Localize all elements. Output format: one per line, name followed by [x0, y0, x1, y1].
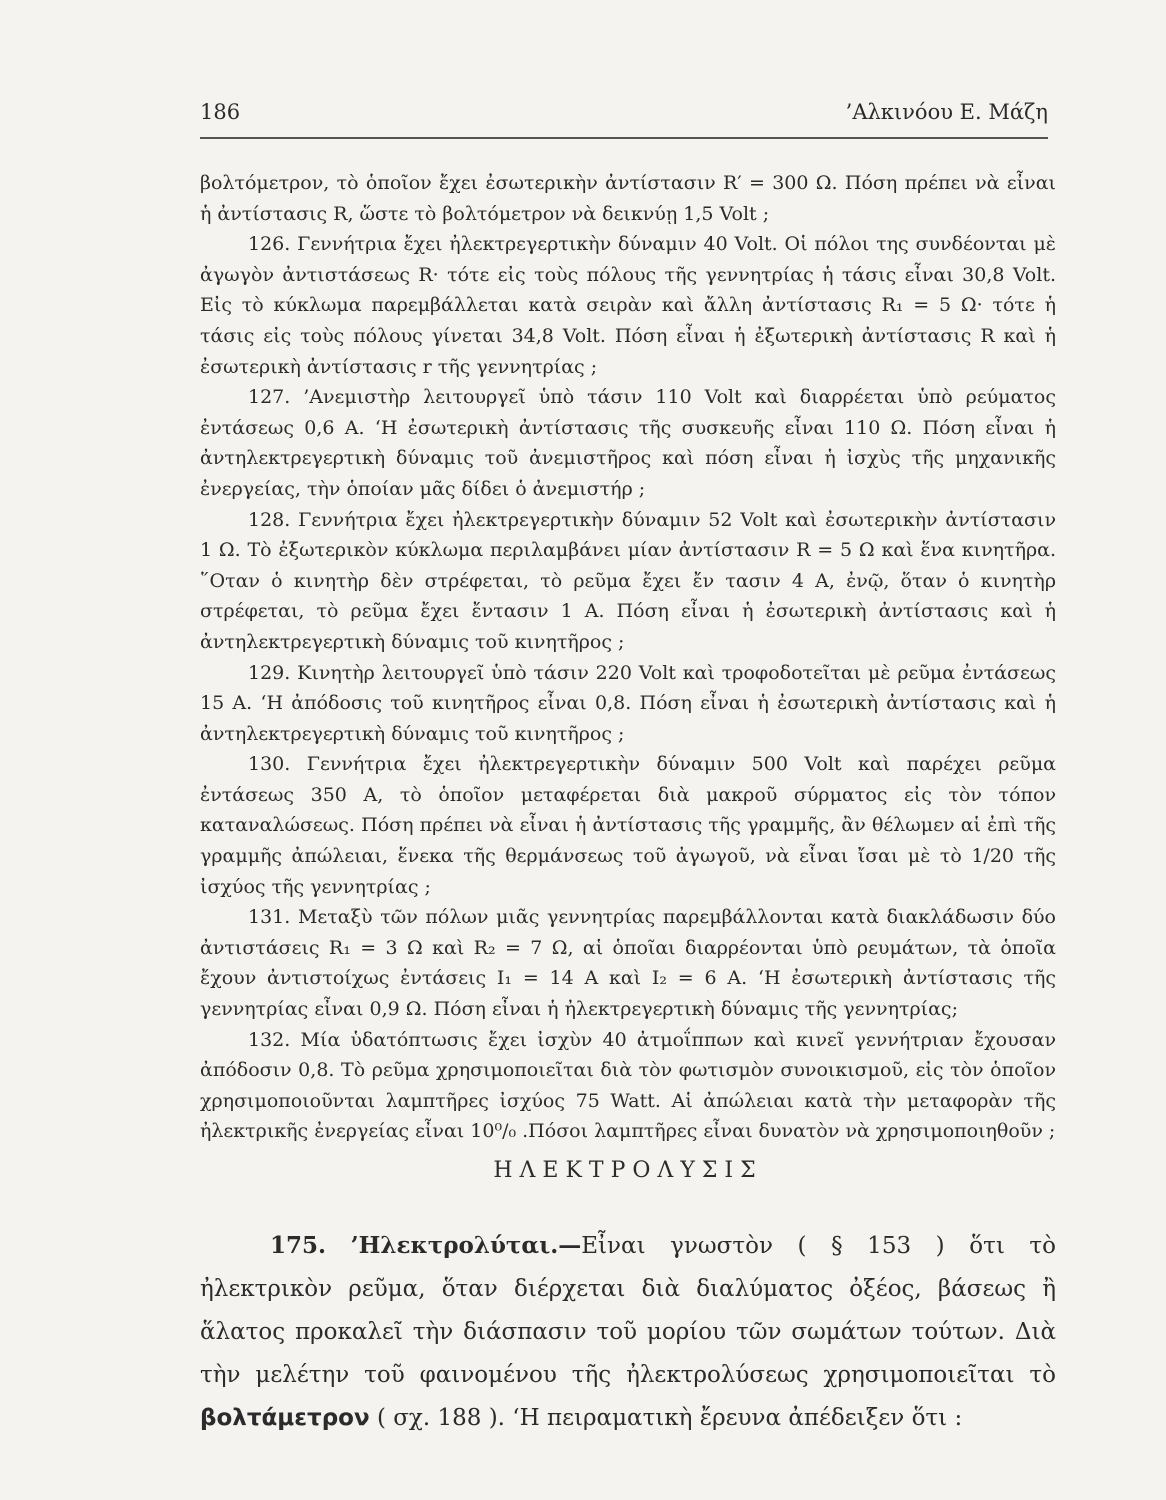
header-rule — [200, 137, 1048, 139]
problem-number: 126. — [248, 233, 291, 256]
running-title: ’Αλκινόου Ε. Μάζη — [845, 100, 1048, 124]
problem-129 — [200, 658, 1056, 750]
problem-number: 129. — [248, 661, 291, 684]
problem-127 — [200, 382, 1056, 504]
page-number: 186 — [200, 100, 241, 124]
problem-132 — [200, 1025, 1056, 1147]
problem-number: 127. — [248, 386, 291, 409]
section-175 — [200, 1224, 1056, 1440]
problem-131 — [200, 902, 1056, 1024]
problem-126 — [200, 229, 1056, 382]
problem-number: 130. — [248, 753, 291, 776]
problems-text — [200, 168, 1056, 1147]
problem-130 — [200, 749, 1056, 902]
problem-text: Μεταξὺ τῶν πόλων μιᾶς γεννητρίας παρεμβάλλονται κατὰ διακλάδωσιν δύο ἀντιστάσεις R₁ = 3 Ω καὶ R₂ = 7 Ω, αἱ ὁποῖαι διαρρέονται ὑπὸ ρευμάτων, τὰ ὁποῖα ἔχουν ἀντιστοίχως ἐντάσεις I₁ = 14 Α καὶ I₂ = 6 Α. ‘Η ἐσωτερικὴ ἀντίστασις τῆς γεννητρίας εἶναι 0,9 Ω. Πόση εἶναι ἡ ἠλεκτρεγερτικὴ δύναμις τῆς γεννητρίας; — [200, 906, 1056, 1021]
problem-text: Γεννήτρια ἔχει ἠλεκτρεγερτικὴν δύναμιν 40 Volt. Οἱ πόλοι της συνδέονται μὲ ἀγωγὸν ἀντιστάσεως R· τότε εἰς τοὺς πόλους τῆς γεννητρίας ἡ τάσις εἶναι 30,8 Volt. Εἰς τὸ κύκλωμα παρεμβάλλεται κατὰ σειρὰν καὶ ἄλλη ἀντίστασις R₁ = 5 Ω· τότε ἡ τάσις εἰς τοὺς πόλους γίνεται 34,8 Volt. Πόση εἶναι ἡ ἐξωτερικὴ ἀντίστασις R καὶ ἡ ἐσωτερικὴ ἀντίστασις r τῆς γεννητρίας ; — [200, 233, 1056, 378]
section-text-before: Εἶναι γνωστὸν ( § 153 ) ὅτι τὸ ἠλεκτρικὸν ρεῦμα, ὅταν διέρχεται διὰ διαλύματος ὀξέος, βάσεως ἢ ἅλατος προκαλεῖ τὴν διάσπασιν τοῦ μορίου τῶν σωμάτων τούτων. Διὰ τὴν μελέτην τοῦ φαινομένου τῆς ἠλεκτρολύσεως χρησιμοποιεῖται τὸ — [200, 1233, 1057, 1388]
section-heading: ΗΛΕΚΤΡΟΛΥΣΙΣ — [493, 1158, 763, 1183]
problem-128 — [200, 505, 1056, 658]
section-paragraph — [200, 1224, 1056, 1440]
bold-term: βολτάμετρον — [200, 1405, 370, 1431]
problem-text: Γεννήτρια ἔχει ἠλεκτρεγερτικὴν δύναμιν 52 Volt καὶ ἐσωτερικὴν ἀντίστασιν 1 Ω. Τὸ ἐξωτερικὸν κύκλωμα περιλαμβάνει μίαν ἀντίστασιν R = 5 Ω καὶ ἕνα κινητῆρα. ῞Οταν ὁ κινητὴρ δὲν στρέφεται, τὸ ρεῦμα ἔχει ἔν τασιν 4 Α, ἐνῷ, ὅταν ὁ κινητὴρ στρέφεται, τὸ ρεῦμα ἔχει ἔντασιν 1 Α. Πόση εἶναι ἡ ἐσωτερικὴ ἀντίστασις καὶ ἡ ἀντηλεκτρεγερτικὴ δύναμις τοῦ κινητῆρος ; — [200, 508, 1056, 653]
section-number: 175. — [270, 1232, 327, 1259]
problem-text: Μία ὑδατόπτωσις ἔχει ἰσχὺν 40 ἀτμοΐππων καὶ κινεῖ γεννήτριαν ἔχουσαν ἀπόδοσιν 0,8. Τὸ ρεῦμα χρησιμοποιεῖται διὰ τὸν φωτισμὸν συνοικισμοῦ, εἰς τὸν ὁποῖον χρησιμοποιοῦνται λαμπτῆρες ἰσχύος 75 Watt. Αἱ ἀπώλειαι κατὰ τὴν μεταφορὰν τῆς ἠλεκτρικῆς ἐνεργείας εἶναι 10⁰/₀ .Πόσοι λαμπτῆρες εἶναι δυνατὸν νὰ χρησιμοποιηθοῦν ; — [200, 1028, 1056, 1143]
continuation-paragraph: βολτόμετρον, τὸ ὁποῖον ἔχει ἐσωτερικὴν ἀντίστασιν R′ = 300 Ω. Πόση πρέπει νὰ εἶναι ἡ ἀντίστασις R, ὥστε τὸ βολτόμετρον νὰ δεικνύῃ 1,5 Volt ; — [200, 172, 1056, 225]
problem-text: Κινητὴρ λειτουργεῖ ὑπὸ τάσιν 220 Volt καὶ τροφοδοτεῖται μὲ ρεῦμα ἐντάσεως 15 Α. ‘Η ἀπόδοσις τοῦ κινητῆρος εἶναι 0,8. Πόση εἶναι ἡ ἐσωτερικὴ ἀντίστασις καὶ ἡ ἀντηλεκτρεγερτικὴ δύναμις τοῦ κινητῆρος ; — [200, 661, 1056, 745]
section-title: ’Ηλεκτρολύται.— — [350, 1232, 582, 1259]
problem-number: 132. — [248, 1028, 291, 1051]
problem-number: 128. — [248, 508, 291, 531]
problem-text: Γεννήτρια ἔχει ἠλεκτρεγερτικὴν δύναμιν 500 Volt καὶ παρέχει ρεῦμα ἐντάσεως 350 Α, τὸ ὁποῖον μεταφέρεται διὰ μακροῦ σύρματος εἰς τὸν τόπον καταναλώσεως. Πόση πρέπει νὰ εἶναι ἡ ἀντίστασις τῆς γραμμῆς, ἂν θέλωμεν αἱ ἐπὶ τῆς γραμμῆς ἀπώλειαι, ἕνεκα τῆς θερμάνσεως τοῦ ἀγωγοῦ, νὰ εἶναι ἴσαι μὲ τὸ 1/20 τῆς ἰσχύος τῆς γεννητρίας ; — [200, 753, 1056, 898]
problem-number: 131. — [248, 906, 291, 929]
problem-text: ’Ανεμιστὴρ λειτουργεῖ ὑπὸ τάσιν 110 Volt καὶ διαρρέεται ὑπὸ ρεύματος ἐντάσεως 0,6 Α. ‘Η ἐσωτερικὴ ἀντίστασις τῆς συσκευῆς εἶναι 110 Ω. Πόση εἶναι ἡ ἀντηλεκτρεγερτικὴ δύναμις τοῦ ἀνεμιστῆρος καὶ πόση εἶναι ἡ ἰσχὺς τῆς μηχανικῆς ἐνεργείας, τὴν ὁποίαν μᾶς δίδει ὁ ἀνεμιστήρ ; — [200, 386, 1056, 500]
page-header — [200, 100, 1048, 124]
section-text-after: ( σχ. 188 ). ‘Η πειραματικὴ ἔρευνα ἀπέδειξεν ὅτι : — [369, 1405, 963, 1431]
